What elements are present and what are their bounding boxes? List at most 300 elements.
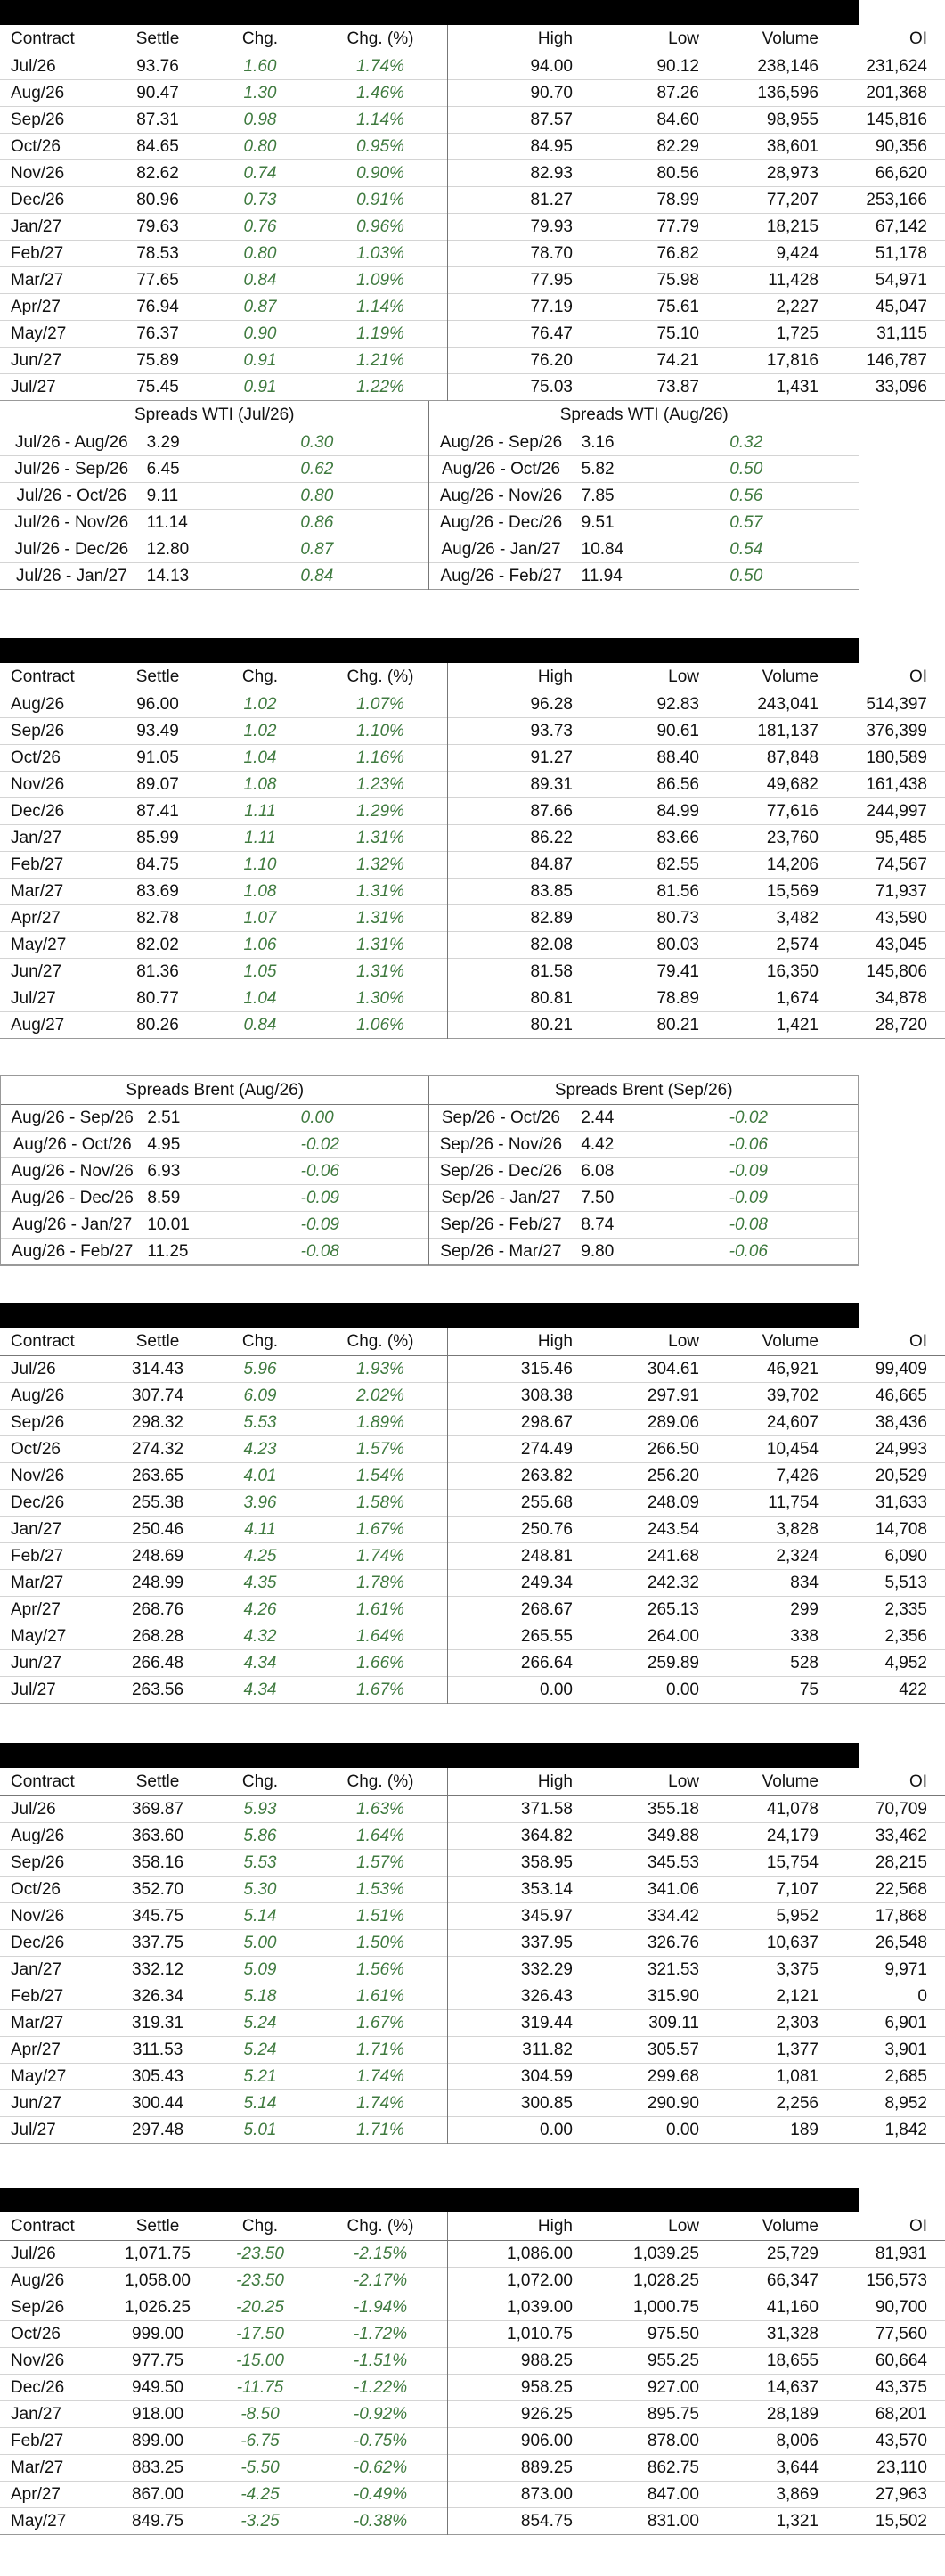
open-interest-cell: 161,438 [866, 775, 927, 794]
spread-pair-cell: Aug/26 - Jan/27 [429, 536, 573, 563]
high-cell: 81.27 [448, 187, 593, 214]
change-cell: 1.30 [243, 84, 277, 102]
spread-value-cell: 4.95 [147, 1135, 181, 1154]
change-pct-cell: 1.67% [356, 1520, 404, 1539]
high-cell: 82.89 [448, 905, 593, 932]
change-pct-cell: 1.46% [356, 84, 404, 102]
low-cell: 1,000.75 [633, 2298, 699, 2317]
change-cell: 0.98 [243, 110, 277, 129]
col-header-high: High [448, 2212, 593, 2241]
section-header-bar [0, 2188, 859, 2212]
spread-change-cell: 0.30 [300, 433, 334, 452]
change-pct-cell: 0.95% [356, 137, 404, 156]
volume-cell: 5,952 [776, 1907, 819, 1926]
volume-cell: 11,754 [768, 1493, 819, 1512]
spreads-title-right: Spreads Brent (Sep/26) [429, 1076, 858, 1105]
col-header-volume: Volume [762, 1772, 819, 1791]
col-header-change: Chg. [241, 29, 279, 48]
high-cell: 266.64 [448, 1650, 593, 1677]
table-row [0, 2117, 945, 2144]
contract-cell: Jan/27 [11, 2405, 62, 2424]
change-pct-cell: 1.31% [356, 936, 404, 954]
change-pct-cell: 1.71% [356, 2040, 404, 2059]
spread-pair-cell: Aug/26 - Dec/26 [11, 1189, 134, 1207]
contract-cell: Sep/26 [11, 1853, 65, 1872]
open-interest-cell: 253,166 [866, 191, 927, 209]
contract-cell: Oct/26 [11, 748, 61, 767]
settle-cell: 263.56 [131, 1681, 184, 1699]
change-cell: 5.18 [243, 1987, 277, 2006]
spread-change-cell: 0.57 [729, 513, 763, 532]
spread-value-cell: 4.42 [581, 1135, 615, 1154]
change-pct-cell: 1.03% [356, 244, 404, 263]
contract-cell: Mar/27 [11, 271, 64, 290]
high-cell: 81.58 [448, 959, 593, 985]
open-interest-cell: 20,529 [875, 1467, 927, 1485]
high-cell: 315.46 [448, 1356, 593, 1383]
open-interest-cell: 156,573 [866, 2271, 927, 2290]
open-interest-cell: 0 [917, 1987, 927, 2006]
settle-cell: 80.77 [136, 989, 179, 1008]
low-cell: 299.68 [647, 2067, 699, 2086]
spread-pair-cell: Aug/26 - Sep/26 [11, 1108, 134, 1127]
volume-cell: 1,725 [776, 324, 819, 343]
settle-cell: 369.87 [131, 1800, 184, 1819]
settle-cell: 82.02 [136, 936, 179, 954]
change-pct-cell: 1.57% [356, 1440, 404, 1459]
contract-cell: Jan/27 [11, 217, 62, 236]
change-pct-cell: 1.23% [356, 775, 404, 794]
table-row [0, 1903, 945, 1930]
volume-cell: 14,206 [766, 855, 819, 874]
low-cell: 75.10 [656, 324, 699, 343]
high-cell: 889.25 [448, 2455, 593, 2482]
low-cell: 304.61 [647, 1360, 699, 1378]
volume-cell: 2,256 [776, 2094, 819, 2113]
change-pct-cell: 0.91% [356, 191, 404, 209]
low-cell: 297.91 [647, 1386, 699, 1405]
settle-cell: 311.53 [132, 2040, 183, 2059]
low-cell: 309.11 [648, 2014, 699, 2032]
change-pct-cell: 1.31% [356, 962, 404, 981]
change-cell: 0.80 [243, 137, 277, 156]
change-cell: 0.87 [243, 298, 277, 316]
volume-cell: 1,674 [776, 989, 819, 1008]
high-cell: 249.34 [448, 1570, 593, 1597]
low-cell: 82.29 [656, 137, 699, 156]
high-cell: 308.38 [448, 1383, 593, 1410]
contract-cell: Dec/26 [11, 2378, 65, 2397]
contract-cell: Aug/26 [11, 695, 65, 714]
change-cell: -5.50 [240, 2458, 280, 2477]
low-cell: 80.03 [656, 936, 699, 954]
spread-change-cell: -0.09 [729, 1162, 768, 1181]
change-cell: 5.86 [243, 1827, 277, 1845]
table-row [0, 1490, 945, 1517]
volume-cell: 15,569 [766, 882, 819, 901]
table-row [0, 294, 945, 321]
open-interest-cell: 38,436 [875, 1413, 927, 1432]
col-header-contract: Contract [11, 1332, 75, 1351]
high-cell: 84.95 [448, 134, 593, 160]
table-row [0, 852, 945, 879]
settle-cell: 76.37 [136, 324, 179, 343]
open-interest-cell: 8,952 [884, 2094, 927, 2113]
settle-cell: 87.31 [136, 110, 179, 129]
spread-row [0, 429, 859, 456]
volume-cell: 181,137 [757, 722, 819, 740]
change-cell: 1.11 [244, 802, 276, 821]
volume-cell: 18,215 [766, 217, 819, 236]
table-row [0, 825, 945, 852]
change-pct-cell: 1.29% [356, 802, 404, 821]
contract-cell: Aug/26 [11, 1386, 65, 1405]
open-interest-cell: 66,620 [875, 164, 927, 183]
change-cell: 0.91 [243, 378, 277, 397]
table-row [0, 1823, 945, 1850]
col-header-high: High [448, 1328, 593, 1356]
col-header-volume: Volume [762, 1332, 819, 1351]
high-cell: 263.82 [448, 1463, 593, 1490]
open-interest-cell: 95,485 [875, 829, 927, 847]
spread-change-cell: -0.02 [729, 1108, 768, 1127]
open-interest-cell: 70,709 [875, 1800, 927, 1819]
low-cell: 0.00 [666, 1681, 699, 1699]
contract-cell: May/27 [11, 1627, 67, 1646]
change-cell: 0.84 [243, 271, 277, 290]
spread-pair-cell: Sep/26 - Mar/27 [429, 1239, 572, 1265]
change-cell: 5.53 [243, 1413, 277, 1432]
open-interest-cell: 28,720 [875, 1016, 927, 1034]
change-cell: 1.60 [243, 57, 277, 76]
col-header-change-pct: Chg. (%) [346, 667, 414, 686]
table5 [0, 2212, 945, 2535]
spread-change-cell: 0.80 [300, 487, 334, 505]
change-cell: -20.25 [236, 2298, 284, 2317]
low-cell: 248.09 [647, 1493, 699, 1512]
settle-cell: 255.38 [131, 1493, 184, 1512]
high-cell: 332.29 [448, 1957, 593, 1983]
change-cell: 1.04 [243, 748, 277, 767]
volume-cell: 14,637 [766, 2378, 819, 2397]
col-header-change-pct: Chg. (%) [346, 2217, 414, 2236]
volume-cell: 15,754 [766, 1853, 819, 1872]
change-cell: 6.09 [243, 1386, 277, 1405]
contract-cell: Feb/27 [11, 1547, 64, 1566]
settle-cell: 248.69 [131, 1547, 184, 1566]
spread-value-cell: 9.11 [146, 487, 179, 505]
high-cell: 1,039.00 [448, 2294, 593, 2321]
change-cell: -4.25 [240, 2485, 280, 2504]
spread-change-cell: 0.00 [300, 1108, 334, 1127]
spread-value-cell: 7.85 [581, 487, 615, 505]
spread-pair-cell: Jul/26 - Oct/26 [16, 487, 127, 505]
volume-cell: 2,574 [776, 936, 819, 954]
settle-cell: 918.00 [131, 2405, 184, 2424]
spread-pair-cell: Aug/26 - Sep/26 [429, 429, 573, 456]
open-interest-cell: 43,045 [875, 936, 927, 954]
low-cell: 315.90 [647, 1987, 699, 2006]
high-cell: 319.44 [448, 2010, 593, 2037]
change-pct-cell: 1.07% [356, 695, 404, 714]
volume-cell: 41,160 [766, 2298, 819, 2317]
contract-cell: Oct/26 [11, 1440, 61, 1459]
change-cell: 5.93 [243, 1800, 277, 1819]
spread-value-cell: 9.51 [581, 513, 615, 532]
col-header-open-interest: OI [908, 29, 927, 48]
change-pct-cell: 1.32% [356, 855, 404, 874]
open-interest-cell: 43,375 [875, 2378, 927, 2397]
brent-spreads-table [1, 1076, 858, 1265]
table-row [0, 2482, 945, 2508]
low-cell: 878.00 [647, 2432, 699, 2450]
settle-cell: 93.76 [136, 57, 179, 76]
open-interest-cell: 6,901 [884, 2014, 927, 2032]
high-cell: 304.59 [448, 2064, 593, 2090]
change-cell: 5.96 [243, 1360, 277, 1378]
low-cell: 79.41 [656, 962, 699, 981]
low-cell: 259.89 [647, 1654, 699, 1672]
volume-cell: 299 [790, 1600, 819, 1619]
low-cell: 1,039.25 [633, 2245, 699, 2263]
low-cell: 266.50 [647, 1440, 699, 1459]
open-interest-cell: 33,096 [875, 378, 927, 397]
table-row [0, 2428, 945, 2455]
table-row [0, 879, 945, 905]
spread-change-cell: 0.50 [729, 460, 763, 478]
contract-cell: Feb/27 [11, 2432, 64, 2450]
open-interest-cell: 28,215 [875, 1853, 927, 1872]
spread-row [1, 1239, 858, 1265]
high-cell: 89.31 [448, 772, 593, 798]
table-row [0, 772, 945, 798]
high-cell: 75.03 [448, 374, 593, 401]
col-header-settle: Settle [135, 1772, 180, 1791]
table-row [0, 1877, 945, 1903]
table-row [0, 959, 945, 985]
open-interest-cell: 4,952 [884, 1654, 927, 1672]
high-cell: 82.08 [448, 932, 593, 959]
change-cell: 1.10 [243, 855, 277, 874]
spread-value-cell: 8.74 [581, 1215, 615, 1234]
high-cell: 958.25 [448, 2375, 593, 2401]
change-pct-cell: 1.31% [356, 829, 404, 847]
change-cell: 1.08 [243, 775, 277, 794]
volume-cell: 18,655 [766, 2351, 819, 2370]
settle-cell: 76.94 [136, 298, 179, 316]
volume-cell: 9,424 [776, 244, 819, 263]
spread-change-cell: -0.08 [729, 1215, 768, 1234]
contract-cell: Mar/27 [11, 2458, 64, 2477]
high-cell: 1,086.00 [448, 2241, 593, 2268]
table-row [0, 1623, 945, 1650]
spread-row [1, 1185, 858, 1212]
high-cell: 988.25 [448, 2348, 593, 2375]
change-pct-cell: -1.51% [353, 2351, 408, 2370]
open-interest-cell: 81,931 [875, 2245, 927, 2263]
spread-pair-cell: Sep/26 - Feb/27 [429, 1212, 572, 1239]
table-row [0, 2010, 945, 2037]
change-cell: -3.25 [240, 2512, 280, 2531]
volume-cell: 66,347 [766, 2271, 819, 2290]
change-pct-cell: 1.63% [356, 1800, 404, 1819]
low-cell: 80.56 [656, 164, 699, 183]
settle-cell: 297.48 [131, 2121, 184, 2139]
col-header-settle: Settle [135, 1332, 180, 1351]
low-cell: 84.60 [656, 110, 699, 129]
volume-cell: 28,973 [766, 164, 819, 183]
settle-cell: 77.65 [136, 271, 179, 290]
low-cell: 831.00 [647, 2512, 699, 2531]
settle-cell: 849.75 [131, 2512, 184, 2531]
contract-cell: Apr/27 [11, 2040, 61, 2059]
contract-cell: Sep/26 [11, 110, 65, 129]
spread-value-cell: 8.59 [147, 1189, 181, 1207]
settle-cell: 977.75 [131, 2351, 184, 2370]
table-row [0, 1543, 945, 1570]
settle-cell: 1,026.25 [125, 2298, 191, 2317]
contract-cell: Jul/26 [11, 2245, 56, 2263]
change-pct-cell: -1.22% [353, 2378, 408, 2397]
low-cell: 78.99 [656, 191, 699, 209]
open-interest-cell: 244,997 [866, 802, 927, 821]
volume-cell: 38,601 [766, 137, 819, 156]
change-cell: 5.21 [243, 2067, 277, 2086]
open-interest-cell: 26,548 [875, 1934, 927, 1952]
high-cell: 1,072.00 [448, 2268, 593, 2294]
low-cell: 862.75 [647, 2458, 699, 2477]
col-header-open-interest: OI [908, 1772, 927, 1791]
col-header-open-interest: OI [908, 667, 927, 686]
section-header-bar [0, 1743, 859, 1768]
spread-change-cell: 0.86 [300, 513, 334, 532]
table-row [0, 1850, 945, 1877]
volume-cell: 136,596 [757, 84, 819, 102]
change-pct-cell: 1.74% [356, 2094, 404, 2113]
high-cell: 250.76 [448, 1517, 593, 1543]
change-cell: -8.50 [240, 2405, 280, 2424]
settle-cell: 363.60 [131, 1827, 184, 1845]
table-row [0, 321, 945, 348]
settle-cell: 87.41 [136, 802, 179, 821]
high-cell: 90.70 [448, 80, 593, 107]
settle-cell: 268.76 [131, 1600, 184, 1619]
spread-change-cell: 0.50 [729, 567, 763, 585]
contract-cell: Feb/27 [11, 244, 64, 263]
open-interest-cell: 74,567 [875, 855, 927, 874]
settle-cell: 80.26 [136, 1016, 179, 1034]
contract-cell: Jul/26 [11, 57, 56, 76]
high-cell: 87.66 [448, 798, 593, 825]
contract-cell: Jul/27 [11, 2121, 56, 2139]
change-pct-cell: 1.56% [356, 1960, 404, 1979]
table-row [0, 348, 945, 374]
spread-pair-cell: Jul/26 - Sep/26 [14, 460, 129, 478]
high-cell: 80.21 [448, 1012, 593, 1039]
low-cell: 82.55 [656, 855, 699, 874]
change-pct-cell: 2.02% [356, 1386, 404, 1405]
spread-value-cell: 6.08 [581, 1162, 615, 1181]
open-interest-cell: 31,115 [876, 324, 927, 343]
low-cell: 975.50 [647, 2325, 699, 2343]
col-header-contract: Contract [11, 667, 75, 686]
volume-cell: 2,303 [776, 2014, 819, 2032]
change-pct-cell: 1.74% [356, 2067, 404, 2086]
spread-value-cell: 9.80 [581, 1242, 615, 1261]
volume-cell: 3,644 [776, 2458, 819, 2477]
table-row [0, 267, 945, 294]
change-pct-cell: 1.50% [356, 1934, 404, 1952]
spread-value-cell: 5.82 [581, 460, 615, 478]
high-cell: 86.22 [448, 825, 593, 852]
high-cell: 364.82 [448, 1823, 593, 1850]
settle-cell: 358.16 [131, 1853, 184, 1872]
spread-change-cell: -0.06 [729, 1135, 768, 1154]
col-header-low: Low [668, 667, 699, 686]
change-pct-cell: 1.10% [356, 722, 404, 740]
change-cell: 1.05 [243, 962, 277, 981]
open-interest-cell: 145,816 [866, 110, 927, 129]
change-pct-cell: 1.89% [356, 1413, 404, 1432]
change-pct-cell: -0.38% [353, 2512, 408, 2531]
table-row [0, 1677, 945, 1704]
change-pct-cell: -2.15% [353, 2245, 408, 2263]
contract-cell: Jul/27 [11, 1681, 56, 1699]
volume-cell: 2,324 [776, 1547, 819, 1566]
open-interest-cell: 146,787 [866, 351, 927, 370]
change-cell: 0.84 [243, 1016, 277, 1034]
table-row [0, 107, 945, 134]
change-cell: -15.00 [236, 2351, 284, 2370]
high-cell: 93.73 [448, 718, 593, 745]
table-row [0, 160, 945, 187]
settle-cell: 79.63 [136, 217, 179, 236]
contract-cell: Feb/27 [11, 855, 64, 874]
table-row [0, 1356, 945, 1383]
change-pct-cell: 1.51% [356, 1907, 404, 1926]
settle-cell: 78.53 [136, 244, 179, 263]
settle-cell: 298.32 [131, 1413, 184, 1432]
contract-cell: Jun/27 [11, 351, 62, 370]
change-cell: 3.96 [243, 1493, 277, 1512]
table-row [0, 214, 945, 241]
open-interest-cell: 14,708 [875, 1520, 927, 1539]
change-cell: 5.30 [243, 1880, 277, 1899]
contract-cell: Oct/26 [11, 2325, 61, 2343]
change-cell: 4.26 [243, 1600, 277, 1619]
low-cell: 74.21 [656, 351, 699, 370]
contract-cell: Jan/27 [11, 1960, 62, 1979]
change-cell: 4.01 [243, 1467, 277, 1485]
high-cell: 274.49 [448, 1436, 593, 1463]
low-cell: 241.68 [647, 1547, 699, 1566]
spread-value-cell: 11.14 [146, 513, 188, 532]
spread-row [0, 456, 859, 483]
settle-cell: 332.12 [131, 1960, 184, 1979]
high-cell: 854.75 [448, 2508, 593, 2535]
open-interest-cell: 2,685 [884, 2067, 927, 2086]
volume-cell: 7,107 [776, 1880, 819, 1899]
table-row [0, 2241, 945, 2268]
col-header-volume: Volume [762, 29, 819, 48]
settle-cell: 75.45 [136, 378, 179, 397]
open-interest-cell: 90,700 [875, 2298, 927, 2317]
volume-cell: 7,426 [776, 1467, 819, 1485]
volume-cell: 2,227 [776, 298, 819, 316]
settle-cell: 326.34 [131, 1987, 184, 2006]
spread-pair-cell: Sep/26 - Jan/27 [429, 1185, 572, 1212]
settle-cell: 319.31 [131, 2014, 184, 2032]
